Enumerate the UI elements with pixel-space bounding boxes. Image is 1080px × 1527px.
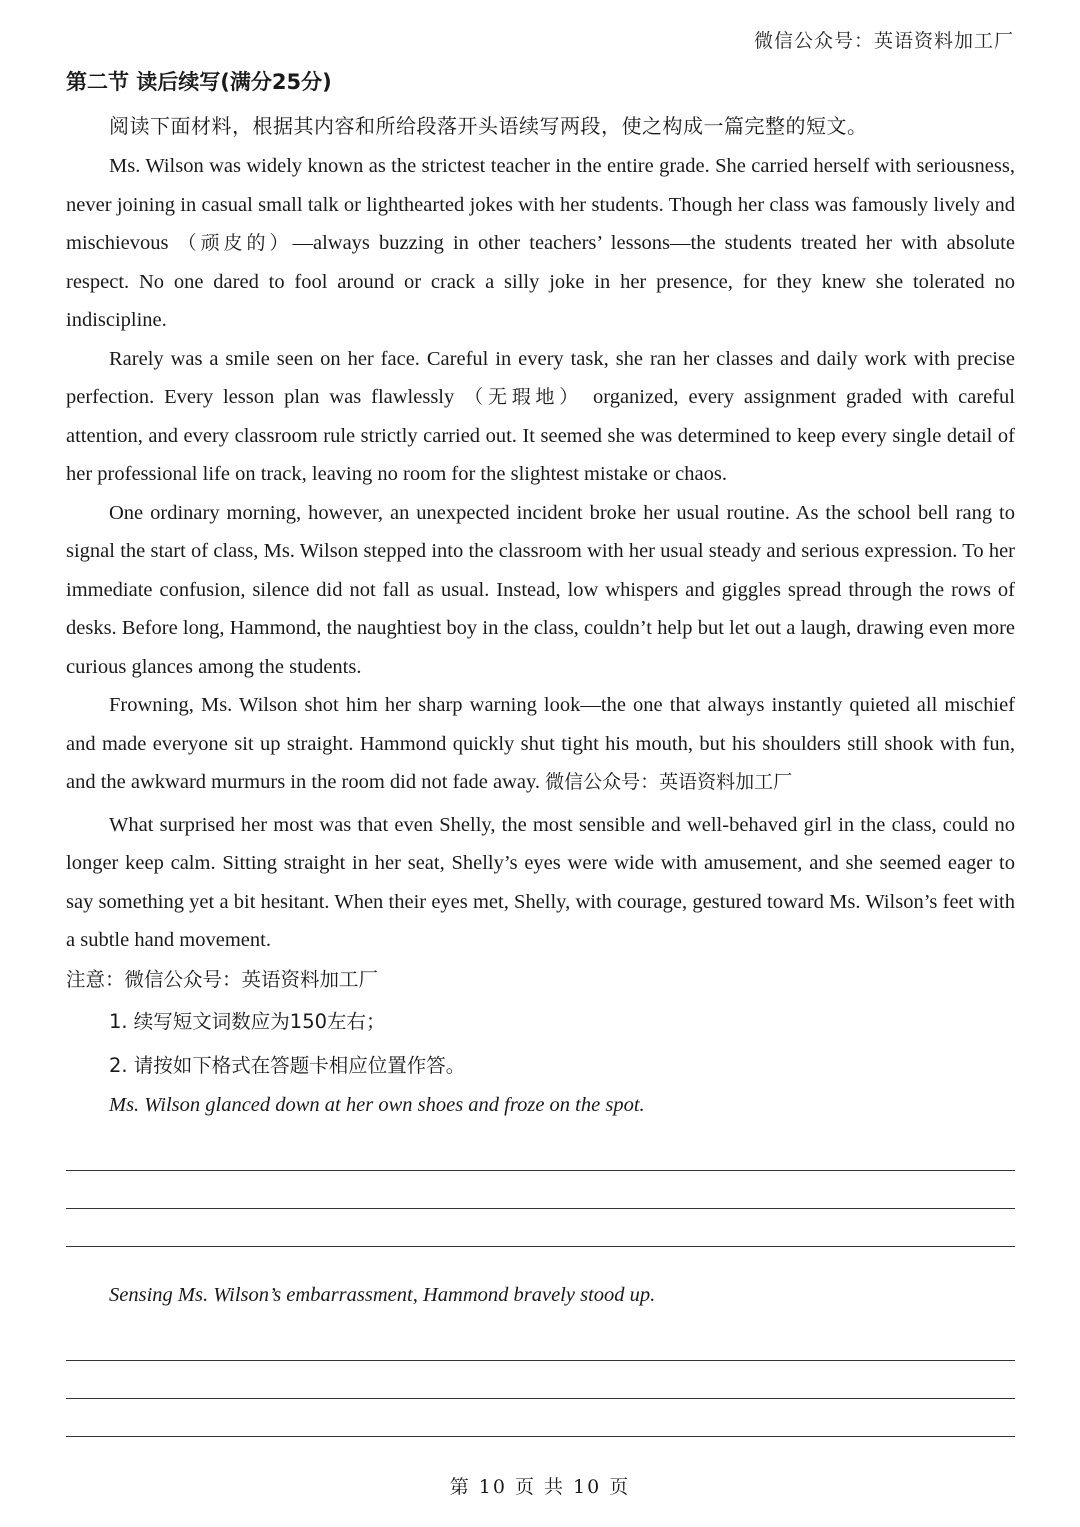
inline-watermark: 微信公众号：英语资料加工厂 [545,771,793,793]
passage-paragraph-1: Ms. Wilson was widely known as the strictest teacher in the entire grade. She carried herself with seriousness, never joining in casual small talk or lighthearted jokes with her students. Though her class was famously lively and mischievous （顽皮的）—always buzzing in other teachers’ lessons—the students treated her with absolute respect. No one dared to fool around or crack a silly joke in her presence, for they knew she tolerated no indiscipline. [66,155,1015,331]
header-watermark: 微信公众号：英语资料加工厂 [753,30,1014,52]
page-number: 第 10 页 共 10 页 [449,1476,631,1498]
instruction-text: 阅读下面材料，根据其内容和所给段落开头语续写两段，使之构成一篇完整的短文。 [109,114,868,138]
reading-passage [66,147,1015,960]
passage-paragraph-2: Rarely was a smile seen on her face. Careful in every task, she ran her classes and daily work with precise perfection. Every lesson plan was flawlessly （无瑕地） organized, every assignment graded with careful attention, and every classroom rule strictly carried out. It seemed she was determined to keep every single detail of her professional life on track, leaving no room for the slightest mistake or chaos. [66,347,1015,485]
answer-line[interactable] [66,1398,1015,1399]
answer-line[interactable] [66,1246,1015,1247]
passage-paragraph-5: What surprised her most was that even Shelly, the most sensible and well-behaved girl in the class, could no longer keep calm. Sitting straight in her seat, Shelly’s eyes were wide with amusement, and she seemed eager to say something yet a bit hesitant. When their eyes met, Shelly, with courage, gestured toward Ms. Wilson’s feet with a subtle hand movement. [66,813,1015,951]
notes-block [66,960,1015,1088]
gloss-wuxia: （无瑕地） [464,386,584,408]
passage-paragraph-4: Frowning, Ms. Wilson shot him her sharp warning look—the one that always instantly quieted all mischief and made everyone sit up straight. Hammond quickly shut tight his mouth, but his shoulders still shook with fun, and the awkward murmurs in the room did not fade away. 微信公众号：英语资料加工厂 [66,694,1015,793]
passage-paragraph-3: One ordinary morning, however, an unexpected incident broke her usual routine. As the school bell rang to signal the start of class, Ms. Wilson stepped into the classroom with her usual steady and serious expression. To her immediate confusion, silence did not fall as usual. Instead, low whispers and giggles spread through the rows of desks. Before long, Hammond, the naughtiest boy in the class, couldn’t help but let out a laugh, drawing even more curious glances among the students. [66,501,1015,678]
answer-line[interactable] [66,1436,1015,1437]
note-item-2: 2. 请按如下格式在答题卡相应位置作答。 [109,1054,466,1077]
continuation-prompt-1: Ms. Wilson glanced down at her own shoes and froze on the spot. [109,1094,645,1116]
notes-title: 注意：微信公众号：英语资料加工厂 [66,968,379,991]
section-title: 第二节 读后续写(满分25分) [66,70,332,94]
continuation-prompt-2: Sensing Ms. Wilson’s embarrassment, Hammond bravely stood up. [109,1284,656,1306]
note-item-1: 1. 续写短文词数应为150左右； [109,1010,386,1033]
answer-line[interactable] [66,1170,1015,1171]
answer-line[interactable] [66,1208,1015,1209]
answer-line[interactable] [66,1360,1015,1361]
gloss-wanpi: （顽皮的） [177,232,293,254]
